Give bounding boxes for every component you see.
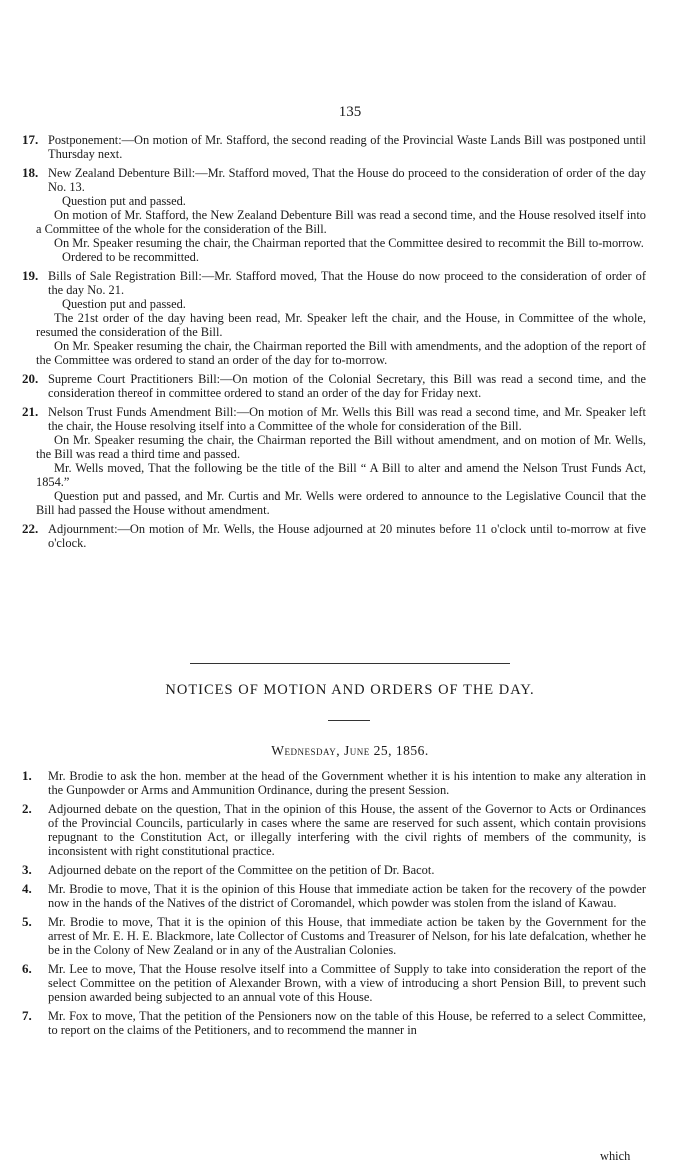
notices-section: [22, 769, 646, 1042]
proceeding-item: [22, 133, 646, 161]
notice-item: [22, 1009, 646, 1037]
paragraph: Mr. Lee to move, That the House resolve itself into a Committee of Supply to take into consideration the report of the select Committee on the petition of Alexander Brown, with a view of introducing a short Pension Bill, to prevent such pension awarded being subjected to an annual vote of this House.: [48, 962, 646, 1004]
paragraph: Mr. Fox to move, That the petition of the Pensioners now on the table of this House, be referred to a select Committee, to report on the claims of the Petitioners, and to recommend the manner in: [48, 1009, 646, 1037]
paragraph: New Zealand Debenture Bill:—Mr. Stafford moved, That the House do proceed to the consideration of order of the day No. 13.: [48, 166, 646, 194]
paragraph: On Mr. Speaker resuming the chair, the Chairman reported that the Committee desired to recommit the Bill to-morrow.: [54, 236, 644, 250]
notice-item: [22, 882, 646, 910]
notice-item: [22, 769, 646, 797]
paragraph: Ordered to be recommitted.: [62, 250, 199, 264]
item-number: 7.: [22, 1008, 32, 1023]
item-number: 5.: [22, 914, 32, 929]
paragraph: Postponement:—On motion of Mr. Stafford, the second reading of the Provincial Waste Lands Bill was postponed until Thursday next.: [48, 133, 646, 161]
page-number: 135: [338, 104, 362, 120]
notice-item: [22, 962, 646, 1004]
item-number: 17.: [22, 132, 39, 147]
paragraph: The 21st order of the day having been read, Mr. Speaker left the chair, and the House, in Committee of the whole, resumed the consideration of the Bill.: [36, 311, 646, 339]
paragraph: On Mr. Speaker resuming the chair, the Chairman reported the Bill with amendments, and the adoption of the report of the Committee was ordered to stand an order of the day for to-morrow.: [36, 339, 646, 367]
heading-short-rule: [328, 720, 370, 721]
item-number: 21.: [22, 404, 39, 419]
paragraph: Question put and passed.: [62, 297, 186, 311]
proceedings-section: [22, 133, 646, 555]
proceeding-item: [22, 405, 646, 517]
notice-item: [22, 863, 646, 877]
paragraph: On Mr. Speaker resuming the chair, the Chairman reported the Bill without amendment, and on motion of Mr. Wells, the Bill was read a third time and passed.: [36, 433, 646, 461]
item-number: 3.: [22, 862, 32, 877]
paragraph: Nelson Trust Funds Amendment Bill:—On motion of Mr. Wells this Bill was read a second time, and Mr. Speaker left the chair, the House resolving itself into a Committee of the whole for consideration of the Bill.: [48, 405, 646, 433]
proceeding-item: [22, 372, 646, 400]
proceeding-item: [22, 522, 646, 550]
item-number: 2.: [22, 801, 32, 816]
paragraph: Mr. Brodie to move, That it is the opinion of this House, that immediate action be taken by the Government for the arrest of Mr. E. H. E. Blackmore, late Collector of Customs and Treasurer of Nelson, for his late defalcation, whether he be in the Colony of New Zealand or in any of the Australian Colonies.: [48, 915, 646, 957]
paragraph: Supreme Court Practitioners Bill:—On motion of the Colonial Secretary, this Bill was read a second time, and the consideration thereof in committee ordered to stand an order of the day for Friday next.: [48, 372, 646, 400]
paragraph: On motion of Mr. Stafford, the New Zealand Debenture Bill was read a second time, and the House resolved itself into a Committee of the whole for the consideration of the Bill.: [36, 208, 646, 236]
item-number: 1.: [22, 768, 32, 783]
catchword: which: [600, 1149, 631, 1163]
paragraph: Question put and passed.: [62, 194, 186, 208]
notices-heading: NOTICES OF MOTION AND ORDERS OF THE DAY.: [165, 682, 535, 698]
notice-item: [22, 802, 646, 858]
item-number: 4.: [22, 881, 32, 896]
item-number: 6.: [22, 961, 32, 976]
paragraph: Adjournment:—On motion of Mr. Wells, the House adjourned at 20 minutes before 11 o'clock until to-morrow at five o'clock.: [48, 522, 646, 550]
item-number: 18.: [22, 165, 39, 180]
paragraph: Mr. Brodie to ask the hon. member at the head of the Government whether it is his intention to make any alteration in the Gunpowder or Arms and Ammunition Ordinance, during the present Session.: [48, 769, 646, 797]
proceeding-item: [22, 269, 646, 367]
paragraph: Bills of Sale Registration Bill:—Mr. Stafford moved, That the House do now proceed to the consideration of order of the day No. 21.: [48, 269, 646, 297]
proceeding-item: [22, 166, 646, 264]
section-divider-rule: [190, 663, 510, 664]
paragraph: Question put and passed, and Mr. Curtis and Mr. Wells were ordered to announce to the Legislative Council that the Bill had passed the House without amendment.: [36, 489, 646, 517]
paragraph: Adjourned debate on the report of the Committee on the petition of Dr. Bacot.: [48, 863, 435, 877]
notices-date: Wednesday, June 25, 1856.: [271, 743, 429, 758]
item-number: 20.: [22, 371, 39, 386]
paragraph: Adjourned debate on the question, That in the opinion of this House, the assent of the Governor to Acts or Ordinances of the Provincial Councils, particularly in cases where the same are reserved for such assent, which contain provisions repugnant to the Constitution Act, or illegally interfering with the civil rights of members of the community, is inconsistent with right constitutional practice.: [48, 802, 646, 858]
paragraph: Mr. Wells moved, That the following be the title of the Bill “ A Bill to alter and amend the Nelson Trust Funds Act, 1854.”: [36, 461, 646, 489]
item-number: 22.: [22, 521, 39, 536]
notice-item: [22, 915, 646, 957]
paragraph: Mr. Brodie to move, That it is the opinion of this House that immediate action be taken for the recovery of the powder now in the hands of the Natives of the district of Coromandel, which powder was stolen from the island of Kawau.: [48, 882, 646, 910]
item-number: 19.: [22, 268, 39, 283]
